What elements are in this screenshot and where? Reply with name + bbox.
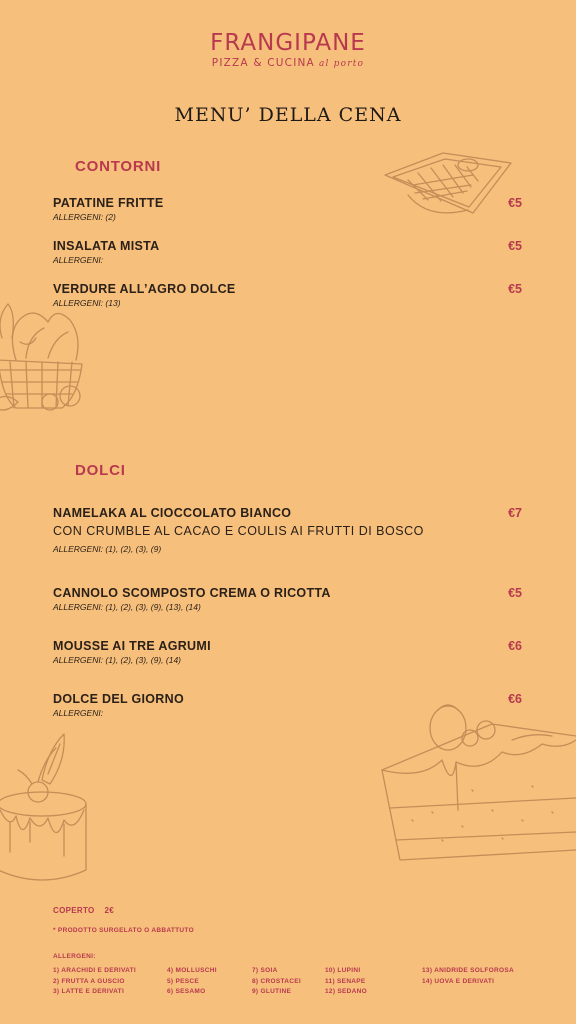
menu-item-price: €5 bbox=[508, 196, 522, 210]
frozen-product-note: * PRODOTTO SURGELATO O ABBATTUTO bbox=[53, 927, 194, 934]
menu-item-name: CANNOLO SCOMPOSTO CREMA O RICOTTA bbox=[53, 586, 331, 600]
cherry-cake-illustration bbox=[0, 730, 101, 890]
allergen-legend-entry: 5) PESCE bbox=[167, 977, 200, 985]
brand-tagline-script: al porto bbox=[318, 59, 365, 69]
menu-item-description: CON CRUMBLE AL CACAO E COULIS AI FRUTTI DI BOSCO bbox=[53, 524, 424, 538]
coperto-line bbox=[53, 906, 114, 915]
allergen-legend-column bbox=[325, 966, 367, 998]
allergen-legend-entry: 6) SESAMO bbox=[167, 988, 206, 995]
menu-item-price: €5 bbox=[508, 282, 522, 296]
menu-item-allergens: ALLERGENI: (1), (2), (3), (9), (13), (14) bbox=[53, 602, 201, 612]
allergen-legend-entry: 9) GLUTINE bbox=[252, 988, 292, 995]
menu-item-price: €6 bbox=[508, 692, 522, 706]
allergen-legend-entry: 8) CROSTACEI bbox=[252, 977, 301, 985]
menu-item-price: €6 bbox=[508, 639, 522, 653]
menu-item-name: PATATINE FRITTE bbox=[53, 196, 164, 210]
menu-item-name: MOUSSE AI TRE AGRUMI bbox=[53, 639, 211, 653]
fries-basket-illustration bbox=[383, 135, 513, 220]
menu-item-price: €5 bbox=[508, 586, 522, 600]
vegetable-basket-illustration bbox=[0, 298, 91, 416]
allergen-legend-entry: 2) FRUTTA A GUSCIO bbox=[53, 977, 125, 985]
brand-logo-tagline bbox=[0, 57, 576, 69]
allergen-legend-entry: 13) ANIDRIDE SOLFOROSA bbox=[422, 967, 514, 974]
page-title: MENU’ DELLA CENA bbox=[174, 104, 402, 126]
allergen-legend-entry: 10) LUPINI bbox=[325, 967, 361, 974]
allergen-legend-column bbox=[167, 966, 217, 998]
section-title-dolci: DOLCI bbox=[75, 462, 126, 479]
allergen-legend-entry: 3) LATTE E DERIVATI bbox=[53, 988, 125, 995]
menu-item-name: INSALATA MISTA bbox=[53, 239, 160, 253]
menu-item-name: DOLCE DEL GIORNO bbox=[53, 692, 184, 706]
section-title-contorni: CONTORNI bbox=[75, 158, 162, 175]
allergen-legend-entry: 1) ARACHIDI E DERIVATI bbox=[53, 967, 137, 974]
menu-item-price: €5 bbox=[508, 239, 522, 253]
coperto-value: 2€ bbox=[104, 906, 115, 915]
coperto-label: COPERTO bbox=[53, 906, 95, 915]
menu-item-allergens: ALLERGENI: (1), (2), (3), (9), (14) bbox=[53, 655, 181, 665]
allergen-legend-column bbox=[252, 966, 301, 998]
allergen-legend-title: ALLERGENI: bbox=[53, 953, 96, 960]
brand-tagline-text: PIZZA & CUCINA bbox=[211, 57, 315, 69]
brand-logo-name: FRANGIPANE bbox=[210, 30, 366, 56]
menu-item-price: €7 bbox=[508, 506, 522, 520]
menu-item-name: VERDURE ALL’AGRO DOLCE bbox=[53, 282, 236, 296]
allergen-legend-entry: 12) SEDANO bbox=[325, 988, 368, 995]
allergen-legend-column bbox=[53, 966, 136, 998]
menu-item-allergens: ALLERGENI: (1), (2), (3), (9) bbox=[53, 544, 162, 554]
menu-item-allergens: ALLERGENI: bbox=[53, 255, 104, 265]
cake-slice-illustration bbox=[382, 700, 576, 880]
allergen-legend-column bbox=[422, 966, 514, 987]
menu-item-allergens: ALLERGENI: (13) bbox=[53, 298, 121, 308]
allergen-legend-entry: 11) SENAPE bbox=[325, 977, 366, 985]
allergen-legend-entry: 14) UOVA E DERIVATI bbox=[422, 977, 495, 985]
allergen-legend-entry: 4) MOLLUSCHI bbox=[167, 967, 217, 974]
menu-item-allergens: ALLERGENI: bbox=[53, 708, 104, 718]
menu-item-allergens: ALLERGENI: (2) bbox=[53, 212, 116, 222]
allergen-legend-entry: 7) SOIA bbox=[252, 967, 278, 974]
menu-item-name: NAMELAKA AL CIOCCOLATO BIANCO bbox=[53, 506, 292, 520]
